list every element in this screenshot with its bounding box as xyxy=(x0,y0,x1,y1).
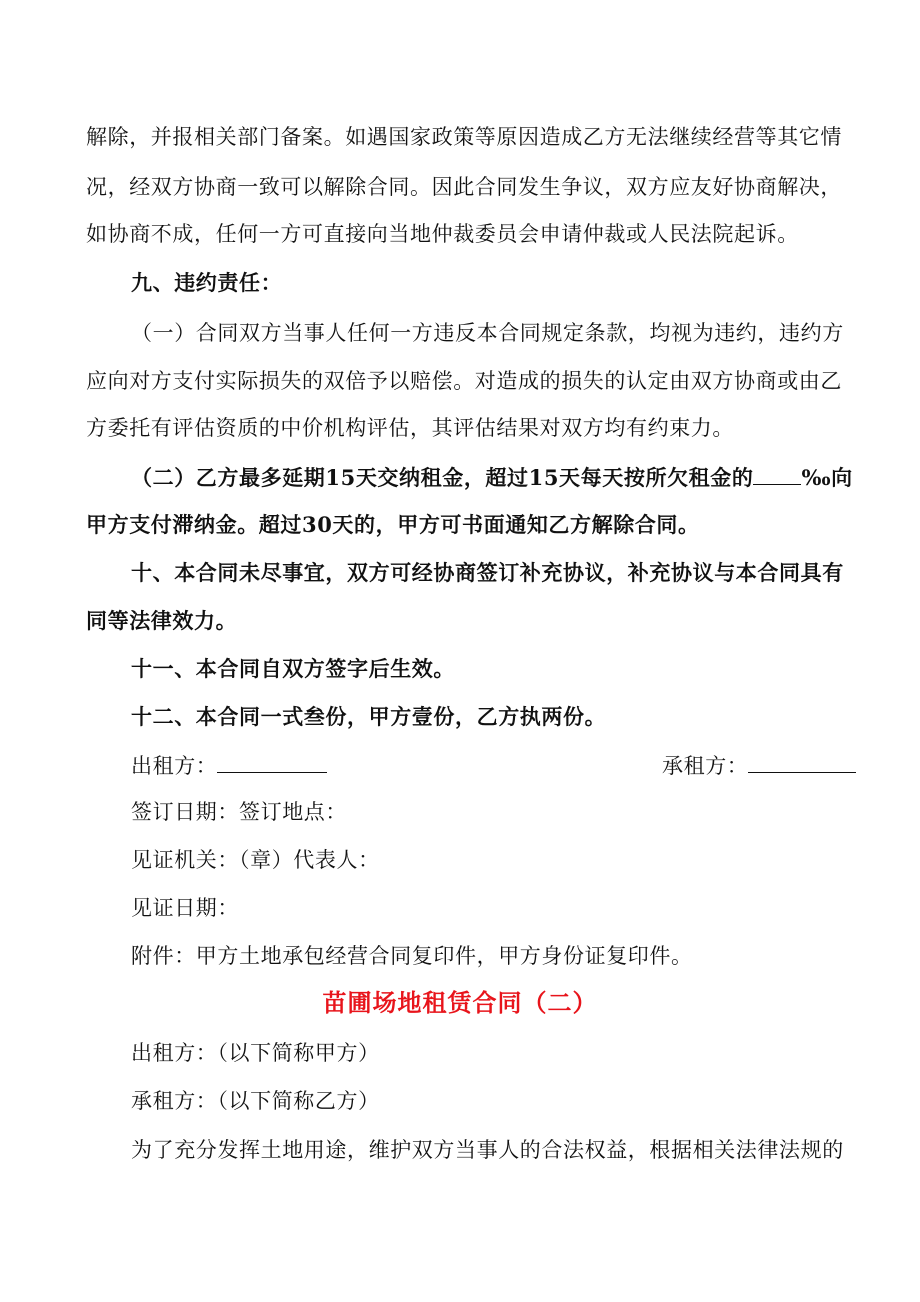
paragraph-line: 况，经双方协商一致可以解除合同。因此合同发生争议，双方应友好协商解决， xyxy=(86,175,842,199)
lessor-label: 出租方： xyxy=(131,754,218,778)
contract-2-intro: 为了充分发挥土地用途，维护双方当事人的合法权益，根据相关法律法规的 xyxy=(131,1138,844,1162)
paragraph-line: 解除，并报相关部门备案。如遇国家政策等原因造成乙方无法继续经营等其它情 xyxy=(86,125,842,149)
paragraph-line: 应向对方支付实际损失的双倍予以赔偿。对造成的损失的认定由双方协商或由乙 xyxy=(86,369,842,393)
lessee-signature-blank xyxy=(748,750,856,773)
witness-organ: 见证机关：（章）代表人： xyxy=(131,848,380,872)
lessor-signature-blank xyxy=(217,750,327,773)
paragraph-line: （一）合同双方当事人任何一方违反本合同规定条款，均视为违约，违约方 xyxy=(131,321,844,345)
sign-date-place: 签订日期：签订地点： xyxy=(131,800,347,824)
section-heading-breach: 九、违约责任： xyxy=(131,270,283,295)
paragraph-line: 方委托有评估资质的中价机构评估，其评估结果对双方均有约束力。 xyxy=(86,416,734,440)
paragraph-line-late-fee xyxy=(131,462,853,493)
witness-date: 见证日期： xyxy=(131,896,239,920)
contract-2-lessee: 承租方：（以下简称乙方） xyxy=(131,1089,380,1113)
contract-2-lessor: 出租方：（以下简称甲方） xyxy=(131,1041,380,1065)
late-fee-suffix: ‰向 xyxy=(801,465,853,490)
lessee-signature xyxy=(662,750,856,781)
paragraph-line: 同等法律效力。 xyxy=(86,608,238,633)
paragraph-line: 如协商不成，任何一方可直接向当地仲裁委员会申请仲裁或人民法院起诉。 xyxy=(86,222,799,246)
clause-copies: 十二、本合同一式叁份，甲方壹份，乙方执两份。 xyxy=(131,704,607,729)
paragraph-line: 甲方支付滞纳金。超过30天的，甲方可书面通知乙方解除合同。 xyxy=(86,512,700,537)
paragraph-line: 十、本合同未尽事宜，双方可经协商签订补充协议，补充协议与本合同具有 xyxy=(131,560,844,585)
lessor-signature xyxy=(131,750,327,781)
clause-effective: 十一、本合同自双方签字后生效。 xyxy=(131,656,455,681)
lessee-label: 承租方： xyxy=(662,754,749,778)
contract-2-title: 苗圃场地租赁合同（二） xyxy=(322,988,598,1017)
late-fee-rate-blank xyxy=(753,462,801,485)
attachment-note: 附件：甲方土地承包经营合同复印件，甲方身份证复印件。 xyxy=(131,944,693,968)
late-fee-text: （二）乙方最多延期15天交纳租金，超过15天每天按所欠租金的 xyxy=(131,465,754,490)
